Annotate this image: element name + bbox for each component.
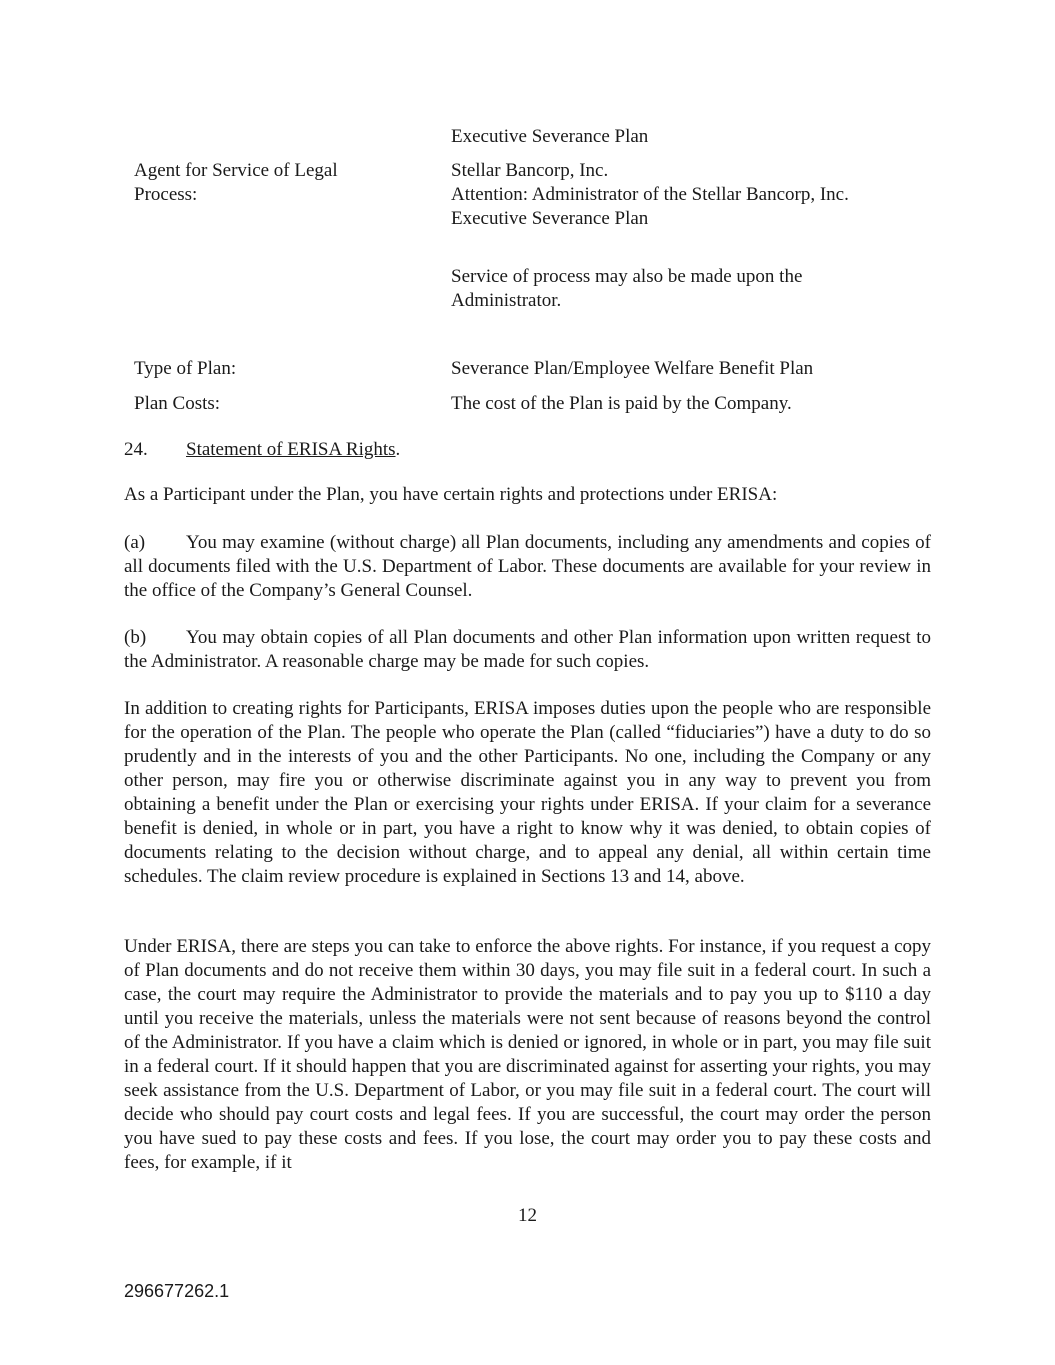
section-title-period: . [395,439,401,460]
agent-value-line2: Attention: Administrator of the Stellar Bancorp, Inc. [451,184,849,205]
item-b-text: You may obtain copies of all Plan documents and other Plan information upon written request to the Administrator. A reasonable charge may be made for such copies. [124,627,931,672]
intro-paragraph: As a Participant under the Plan, you have certain rights and protections under ERISA: [124,484,778,505]
agent-value [451,159,931,231]
page-number: 12 [518,1205,537,1226]
section-number: 24. [124,439,148,460]
plan-costs-value: The cost of the Plan is paid by the Company. [451,393,792,414]
item-a-paragraph [124,531,931,603]
item-a-text: You may examine (without charge) all Plan documents, including any amendments and copies of all documents filed with the U.S. Department of Labor. These documents are available for your review in the office of the Company’s General Counsel. [124,532,931,601]
agent-note-line1: Service of process may also be made upon the [451,266,803,287]
item-b-paragraph [124,626,931,674]
section-heading [186,438,400,462]
agent-value-line3: Executive Severance Plan [451,208,649,229]
plan-costs-label: Plan Costs: [134,393,221,414]
agent-value-line1: Stellar Bancorp, Inc. [451,160,609,181]
enforcement-paragraph: Under ERISA, there are steps you can take to enforce the above rights. For instance, if you request a copy of Plan documents and do not receive them within 30 days, you may file suit in a federal court. In such a case, the court may require the Administrator to provide the materials and to pay you up to $110 a day until you receive the materials, unless the materials were not sent because of reasons beyond the control of the Administrator. If you have a claim which is denied or ignored, in whole or in part, you may file suit in a federal court. If it should happen that you are discriminated against for asserting your rights, you may seek assistance from the U.S. Department of Labor, or you may file suit in a federal court. The court will decide who should pay court costs and legal fees. If you are successful, the court may order the person you have sued to pay these costs and fees. If you lose, the court may order you to pay these costs and fees, for example, if it [124,936,931,1173]
agent-note-line2: Administrator. [451,290,562,311]
item-a-tag: (a) [124,532,146,553]
agent-label-line2: Process: [134,184,198,205]
fiduciary-duties-paragraph: In addition to creating rights for Participants, ERISA imposes duties upon the people who are responsible for the operation of the Plan. The people who operate the Plan (called “fiduciaries”) have a duty to do so prudently and in the interests of you and the other Participants. No one, including the Company or any other person, may fire you or otherwise discriminate against you in any way to prevent you from obtaining a benefit under the Plan or exercising your rights under ERISA. If your claim for a severance benefit is denied, in whole or in part, you have a right to know why it was denied, to obtain copies of documents relating to the decision without charge, and to appeal any denial, all within certain time schedules. The claim review procedure is explained in Sections 13 and 14, above. [124,698,931,887]
agent-label [134,159,338,207]
plan-type-label: Type of Plan: [134,358,237,379]
document-id: 296677262.1 [124,1281,230,1301]
plan-type-value: Severance Plan/Employee Welfare Benefit Plan [451,358,814,379]
item-b-tag: (b) [124,627,147,648]
agent-label-line1: Agent for Service of Legal [134,160,338,181]
section-title: Statement of ERISA Rights [186,439,396,460]
plan-name-continuation: Executive Severance Plan [451,126,649,147]
agent-note [451,265,931,313]
